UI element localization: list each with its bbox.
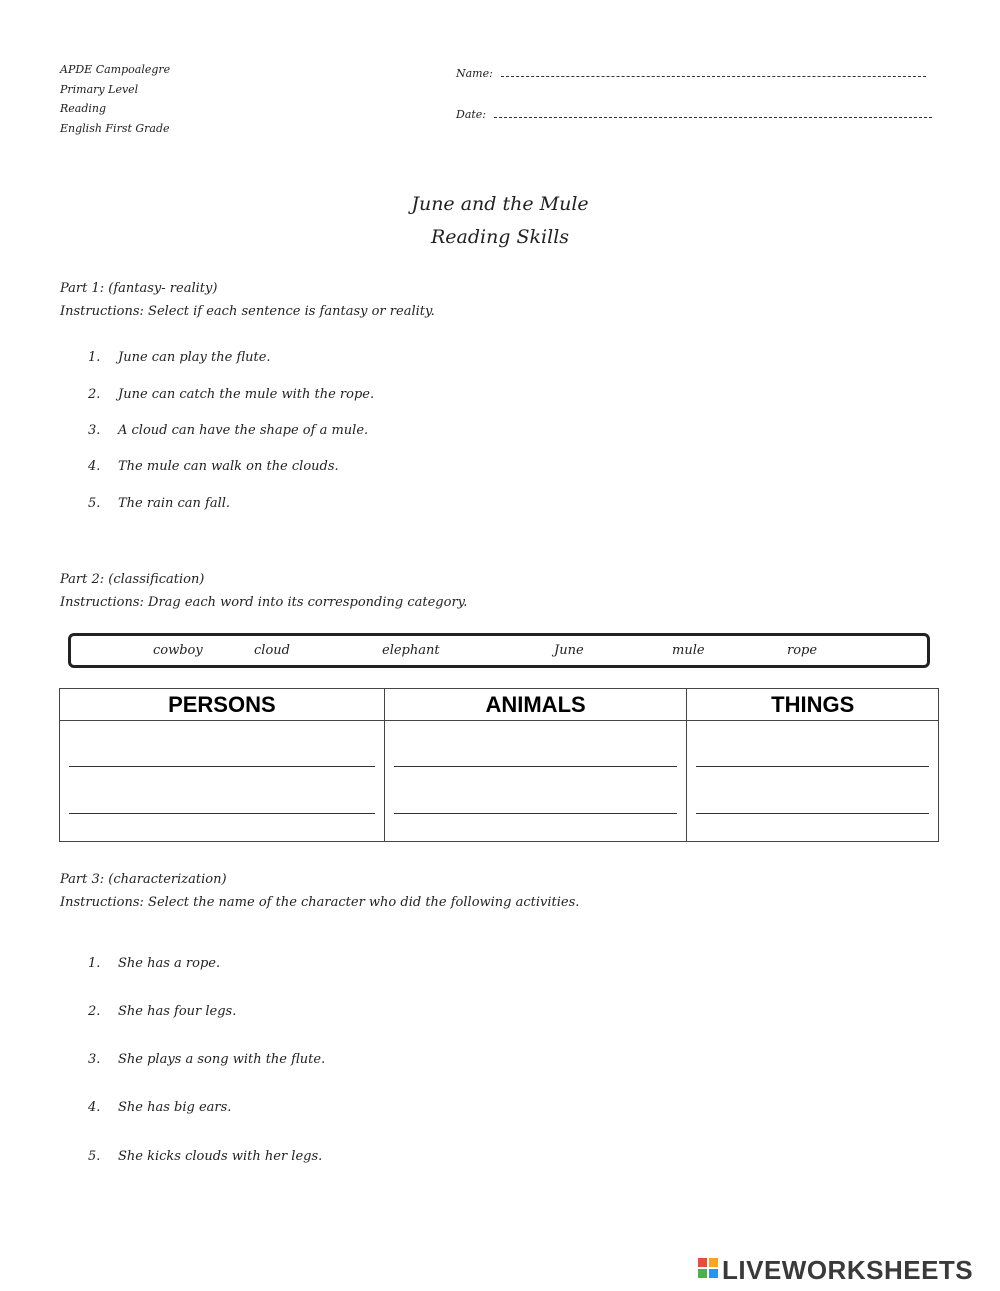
name-input-line[interactable] (501, 67, 926, 77)
part3-section (60, 868, 579, 914)
category-persons: PERSONS (60, 689, 385, 721)
part1-instructions: Instructions: Select if each sentence is fantasy or reality. (60, 304, 435, 319)
course: English First Grade (60, 121, 170, 135)
logo-text: LIVEWORKSHEETS (722, 1255, 974, 1285)
name-field (456, 67, 926, 80)
worksheet-subtitle: Reading Skills (430, 226, 570, 248)
school-info (60, 60, 170, 138)
school-name: APDE Campoalegre (60, 63, 171, 76)
things-drop-zone[interactable] (687, 721, 939, 842)
classification-table (59, 688, 939, 842)
part2-section (60, 568, 467, 614)
date-field (456, 108, 932, 121)
answer-line (696, 766, 929, 767)
draggable-word[interactable]: elephant (382, 643, 440, 658)
draggable-word[interactable]: cloud (254, 643, 290, 658)
list-item[interactable]: 5. The rain can fall. (88, 496, 231, 511)
word-bank (68, 633, 930, 668)
date-label: Date: (456, 108, 487, 121)
animals-drop-zone[interactable] (384, 721, 687, 842)
date-input-line[interactable] (494, 108, 932, 118)
list-item[interactable]: 1. June can play the flute. (88, 350, 271, 365)
answer-line (394, 766, 678, 767)
list-item[interactable]: 1. She has a rope. (88, 956, 221, 971)
list-item[interactable]: 4. The mule can walk on the clouds. (88, 459, 339, 474)
list-item[interactable]: 5. She kicks clouds with her legs. (88, 1149, 323, 1164)
list-item[interactable]: 2. She has four legs. (88, 1004, 237, 1019)
persons-drop-zone[interactable] (60, 721, 385, 842)
answer-line (69, 813, 375, 814)
list-item[interactable]: 3. She plays a song with the flute. (88, 1052, 326, 1067)
answer-line (394, 813, 678, 814)
draggable-word[interactable]: cowboy (153, 643, 203, 658)
draggable-word[interactable]: mule (672, 643, 705, 658)
part3-instructions: Instructions: Select the name of the character who did the following activities. (60, 895, 580, 910)
part1-heading: Part 1: (fantasy- reality) (60, 281, 218, 296)
subject: Reading (60, 102, 107, 115)
part1-section (60, 277, 435, 323)
draggable-word[interactable]: June (554, 643, 584, 658)
list-item[interactable]: 3. A cloud can have the shape of a mule. (88, 423, 369, 438)
liveworksheets-logo (698, 1255, 973, 1285)
list-item[interactable]: 4. She has big ears. (88, 1100, 232, 1115)
part3-heading: Part 3: (characterization) (60, 872, 227, 887)
name-label: Name: (456, 67, 493, 80)
category-animals: ANIMALS (384, 689, 687, 721)
logo-blocks-icon (698, 1258, 720, 1284)
part2-instructions: Instructions: Drag each word into its corresponding category. (60, 595, 468, 610)
school-level: Primary Level (60, 82, 139, 96)
answer-line (696, 813, 929, 814)
draggable-word[interactable]: rope (787, 643, 818, 658)
list-item[interactable]: 2. June can catch the mule with the rope. (88, 387, 375, 402)
answer-line (69, 766, 375, 767)
part2-heading: Part 2: (classification) (60, 572, 205, 587)
worksheet-title: June and the Mule (411, 193, 589, 215)
category-things: THINGS (687, 689, 939, 721)
